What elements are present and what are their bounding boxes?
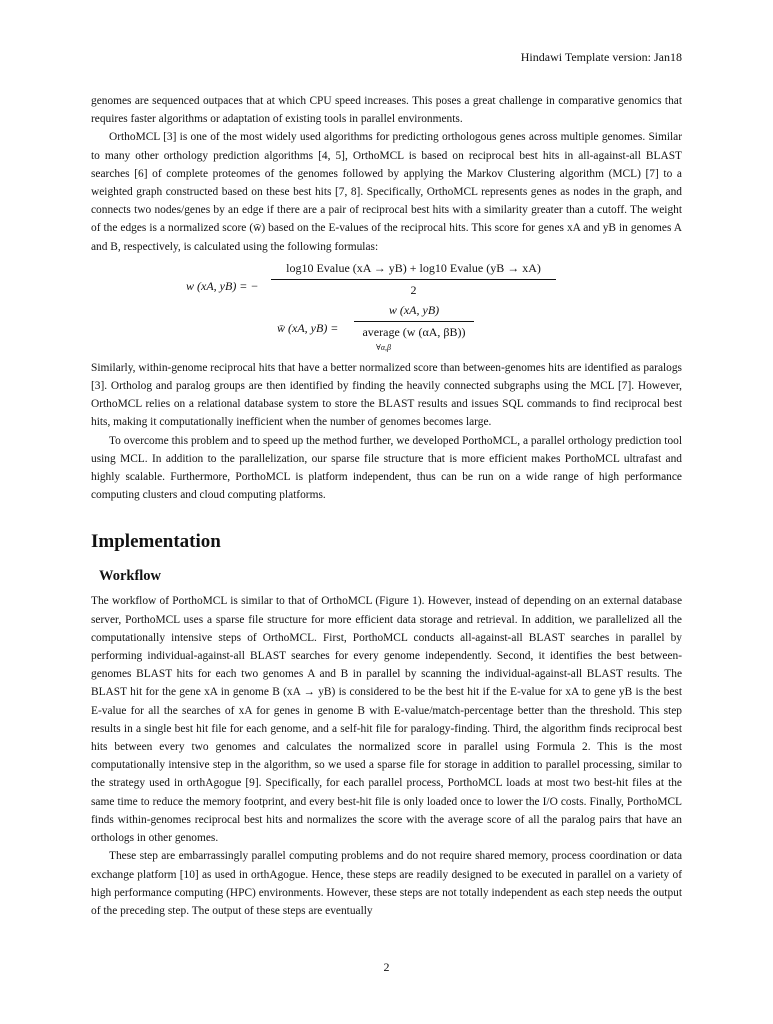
subsection-title-workflow: Workflow	[99, 568, 162, 585]
formula-2-numerator: w (xA, yB)	[388, 302, 440, 317]
paragraph-continuation: genomes are sequenced outpaces that at which CPU speed increases. This poses a great challenge in comparative genomics that requires faster algorithms or adaptation of existing tools in parallel environments.	[91, 95, 682, 126]
paragraph-workflow: The workflow of PorthoMCL is similar to that of OrthoMCL (Figure 1). However, instead of depending on an external database server, PorthoMCL uses a sparse file structure for more efficient data storage and retrieval. In addition, we parallelized all the computationally intensive steps of OrthoMCL. First, PorthoMCL conducts all-against-all BLAST searches in parallel by performing individual-against-all BLAST searches for every genome independently. Second, it identifies the best between-genomes BLAST hits for each two genomes A and B in parallel by scanning the individual-against-all BLAST results. The BLAST hit for the gene xA in genome B (xA → yB) is considered to be the best hit if the E-value for xA to gene yB is the best E-value for all the searches of xA for genes in genome B with E-value/match-percentage better than the threshold. This step results in a single best hit file for each genome, and a self-hit file for paralogy-finding. Third, the algorithm finds reciprocal best hits between every two genomes and calculates the normalized score in parallel using Formula 2. This is the most computationally intensive step in the algorithm, so we used a sparse file for storage in addition to parallel processing, similar to the strategy used in orthAgogue [9]. Specifically, for each parallel process, PorthoMCL loads at most two best-hit files at the same time to reduce the memory footprint, and every best-hit file is only loaded once to lower the I/O costs. Finally, PorthoMCL finds within-genomes reciprocal best hits and normalizes the score with the average score of all the paralog pairs that have an orthologs in other genomes.	[91, 595, 682, 845]
formula-2-denominator: average (w (αA, βB))	[362, 325, 466, 340]
paragraph-orthomcl-intro: OrthoMCL [3] is one of the most widely used algorithms for predicting orthologous genes across multiple genomes. Similar to many other orthology prediction algorithms [4, 5], OrthoMCL is based on reciprocal best hits in all-against-all BLAST searches [6] of complete proteomes of the genomes followed by applying the Markov Clustering algorithm (MCL) [7] to a weighted graph constructed based on these best hits [7, 8]. Specifically, OrthoMCL represents genes as nodes in the graph, and connects two nodes/genes by an edge if there are a pair of reciprocal best hits with a similarity greater than a cutoff. The weight of the edges is a normalized score (w̄) based on the E-values of the reciprocal hits. This score for genes xA and yB in genomes A and B, respectively, is calculated using the following formulas:	[91, 131, 682, 253]
body-text	[91, 92, 682, 920]
paragraph-paralogs: Similarly, within-genome reciprocal hits that have a better normalized score than between-genomes hits are identified as paralogs [3]. Ortholog and paralog groups are then identified by finding the heavily connected subgraphs using the MCL [7]. However, OrthoMCL relies on a relational database system to store the BLAST results and issues SQL commands to find reciprocal best hits, making it computationally inefficient when the number of genomes becomes large.	[91, 361, 682, 429]
paragraph-parallel: These step are embarrassingly parallel computing problems and do not require shared memory, process coordination or data exchange platform [10] as used in orthAgogue. Hence, these steps are readily designed to be executed in parallel on a variety of high performance computing (HPC) environments. However, these steps are not totally independent as each step needs the output of the preceding step. The output of these steps are eventually	[91, 850, 682, 917]
formula-1-numerator: log10 Evalue (xA → yB) + log10 Evalue (yB → xA)	[286, 260, 541, 275]
paragraph-porthomcl-intro: To overcome this problem and to speed up the method further, we developed PorthoMCL, a parallel orthology prediction tool using MCL. In addition to the parallelization, our sparse file structure that is more efficient makes PorthoMCL ultrafast and highly scalable. Furthermore, PorthoMCL is platform independent, thus can be run on a wide range of high performance computing clusters and cloud computing platforms.	[91, 434, 682, 502]
formula-1-lhs: w (xA, yB) = −	[186, 278, 259, 293]
formula-2-subscript: ∀α,β	[376, 343, 392, 353]
page-number: 2	[383, 960, 390, 974]
formula-1-denominator: 2	[410, 283, 417, 298]
formula-block	[91, 259, 682, 355]
formula-2-lhs: w̄ (xA, yB) =	[277, 320, 339, 335]
formula-2-fraction	[354, 301, 474, 358]
page-header: Hindawi Template version: Jan18	[520, 50, 682, 64]
formula-1-fraction	[271, 259, 556, 299]
section-title-implementation: Implementation	[91, 531, 221, 553]
